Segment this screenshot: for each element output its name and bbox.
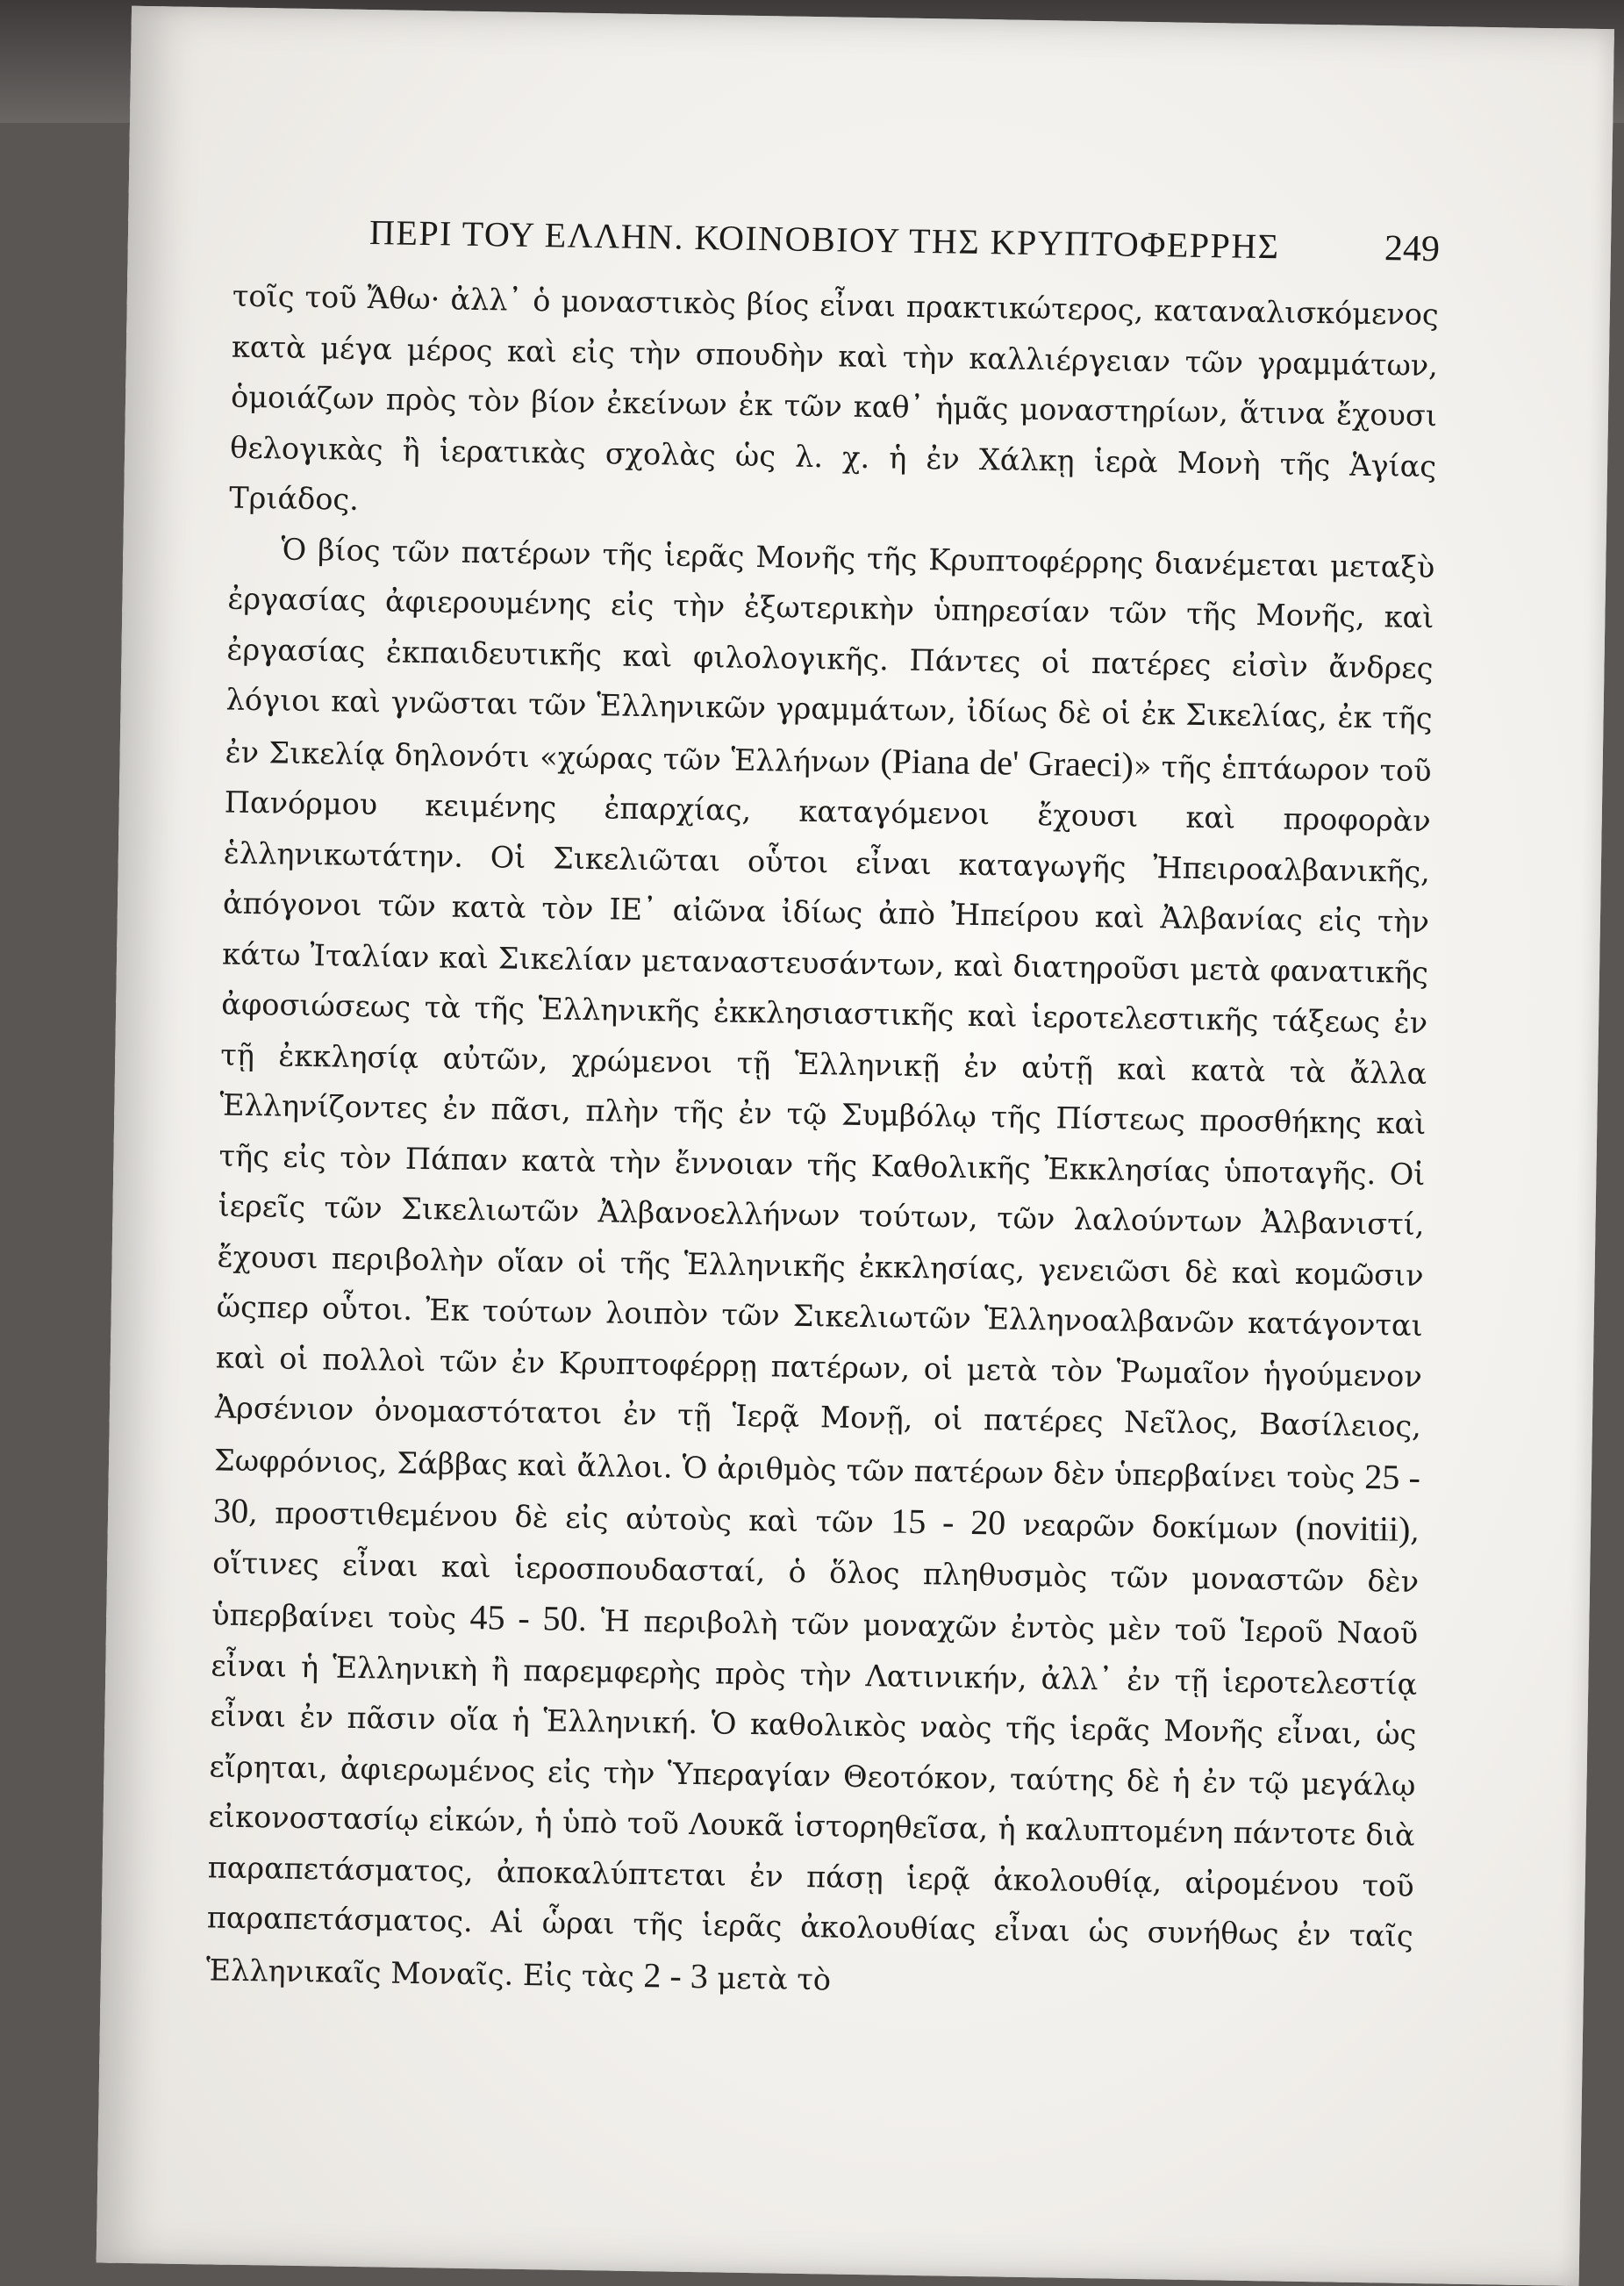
latin-text-segment: 45 - 50 (469, 1597, 578, 1638)
latin-text-segment: 2 - 3 (643, 1954, 709, 1996)
latin-text-segment: (Piana de' Graeci) (880, 740, 1134, 785)
paragraph (206, 523, 1435, 2014)
text-segment: νεαρῶν δοκίμων (1005, 1507, 1296, 1546)
text-segment: τοῖς τοῦ Ἄθω· ἀλλ᾽ ὁ μοναστικὸς βίος εἶναι πρακτικώτερος, καταναλισκόμενος κατὰ μέγα μέρος καὶ εἰς τὴν σπουδὴν καὶ τὴν καλλιέργειαν τῶν γραμμάτων, ὁμοιάζων πρὸς τὸν βίον ἐκείνων ἐκ τῶν καθ᾽ ἡμᾶς μοναστηρίων, ἅτινα ἔχουσι θελογικὰς ἢ ἱερατικὰς σχολὰς ὡς λ. χ. ἡ ἐν Χάλκῃ ἱερὰ Μονὴ τῆς Ἁγίας Τριάδος. (229, 278, 1440, 517)
latin-text-segment: 15 - 20 (890, 1501, 1006, 1543)
body-text (206, 271, 1440, 2014)
book-page (97, 6, 1614, 2286)
text-segment: . Ἡ περιβολὴ τῶν μοναχῶν ἐντὸς μὲν τοῦ Ἱεροῦ Ναοῦ εἶναι ἡ Ἑλληνικὴ ἢ παρεμφερὴς πρὸς τὴν Λατινικήν, ἀλλ᾽ ἐν τῇ ἱεροτελεστίᾳ εἶναι ἐν πᾶσιν οἵα ἡ Ἑλληνική. Ὁ καθολικὸς ναὸς τῆς ἱερᾶς Μονῆς εἶναι, ὡς εἴρηται, ἀφιερωμένος εἰς τὴν Ὑπεραγίαν Θεοτόκον, ταύτης δὲ ἡ ἐν τῷ μεγάλῳ εἰκονοστασίῳ εἰκών, ἡ ὑπὸ τοῦ Λουκᾶ ἱστορηθεῖσα, ἡ καλυπτομένη πάντοτε διὰ παραπετάσματος, ἀποκαλύπτεται ἐν πάσῃ ἱερᾷ ἀκολουθίᾳ, αἰρομένου τοῦ παραπετάσματος. Αἱ ὧραι τῆς ἱερᾶς ἀκολουθίας εἶναι ὡς συνήθως ἐν ταῖς Ἑλληνικαῖς Μοναῖς. Εἰς τὰς (205, 1602, 1419, 1994)
running-header (233, 210, 1441, 271)
text-segment: , προστιθεμένου δὲ εἰς αὐτοὺς καὶ τῶν (247, 1495, 891, 1540)
text-segment: , οἵτινες εἶναι καὶ ἱεροσπουδασταί, ὁ ὅλος πληθυσμὸς τῶν μοναστῶν δὲν ὑπερβαίνει τοὺς (211, 1513, 1420, 1637)
latin-text-segment: 25 - 30 (212, 1456, 1421, 1531)
running-title: ΠΕΡΙ ΤΟΥ ΕΛΛΗΝ. ΚΟΙΝΟΒΙΟΥ ΤΗΣ ΚΡΥΠΤΟΦΕΡΡΗΣ (368, 212, 1280, 267)
text-segment: Ὁ βίος τῶν πατέρων τῆς ἱερᾶς Μονῆς τῆς Κρυπτοφέρρης διανέμεται μεταξὺ ἐργασίας ἀφιερουμένης εἰς τὴν ἐξωτερικὴν ὑπηρεσίαν τῶν τῆς Μονῆς, καὶ ἐργασίας ἐκπαιδευτικῆς καὶ φιλολογικῆς. Πάντες οἱ πατέρες εἰσὶν ἄνδρες λόγιοι καὶ γνῶσται τῶν Ἑλληνικῶν γραμμάτων, ἰδίως δὲ οἱ ἐκ Σικελίας, ἐκ τῆς ἐν Σικελίᾳ δηλονότι «χώρας τῶν Ἑλλήνων (225, 531, 1435, 779)
page-content (206, 210, 1441, 2014)
paragraph (229, 271, 1439, 542)
latin-text-segment: (novitii) (1294, 1507, 1411, 1549)
text-segment: μετὰ τὸ (707, 1960, 832, 1997)
text-segment: » τῆς ἑπτάωρον τοῦ Πανόρμου κειμένης ἐπαρχίας, καταγόμενοι ἔχουσι καὶ προφορὰν ἑλληνικωτάτην. Οἱ Σικελιῶται οὗτοι εἶναι καταγωγῆς Ἠπειροαλβανικῆς, ἀπόγονοι τῶν κατὰ τὸν ΙΕ᾽ αἰῶνα ἰδίως ἀπὸ Ἠπείρου καὶ Ἀλβανίας εἰς τὴν κάτω Ἰταλίαν καὶ Σικελίαν μεταναστευσάντων, καὶ διατηροῦσι μετὰ φανατικῆς ἀφοσιώσεως τὰ τῆς Ἑλληνικῆς ἐκκλησιαστικῆς καὶ ἱεροτελεστικῆς τάξεως ἐν τῇ ἐκκλησίᾳ αὐτῶν, χρώμενοι τῇ Ἑλληνικῇ ἐν αὐτῇ καὶ κατὰ τὰ ἄλλα Ἑλληνίζοντες ἐν πᾶσι, πλὴν τῆς ἐν τῷ Συμβόλῳ τῆς Πίστεως προσθήκης καὶ τῆς εἰς τὸν Πάπαν κατὰ τὴν ἔννοιαν τῆς Καθολικῆς Ἐκκλησίας ὑποταγῆς. Οἱ ἱερεῖς τῶν Σικελιωτῶν Ἀλβανοελλήνων τούτων, τῶν λαλούντων Ἀλβανιστί, ἔχουσι περιβολὴν οἵαν οἱ τῆς Ἑλληνικῆς ἐκκλησίας, γενειῶσι δὲ καὶ κομῶσιν ὥςπερ οὗτοι. Ἐκ τούτων λοιπὸν τῶν Σικελιωτῶν Ἑλληνοαλβανῶν κατάγονται καὶ οἱ πολλοὶ τῶν ἐν Κρυπτοφέρρῃ πατέρων, οἱ μετὰ τὸν Ῥωμαῖον ἡγούμενον Ἀρσένιον ὀνομαστότατοι ἐν τῇ Ἱερᾷ Μονῇ, οἱ πατέρες Νεῖλος, Βασίλειος, Σωφρόνιος, Σάββας καὶ ἄλλοι. Ὁ ἀριθμὸς τῶν πατέρων δὲν ὑπερβαίνει τοὺς (213, 749, 1432, 1495)
page-number: 249 (1384, 228, 1441, 270)
